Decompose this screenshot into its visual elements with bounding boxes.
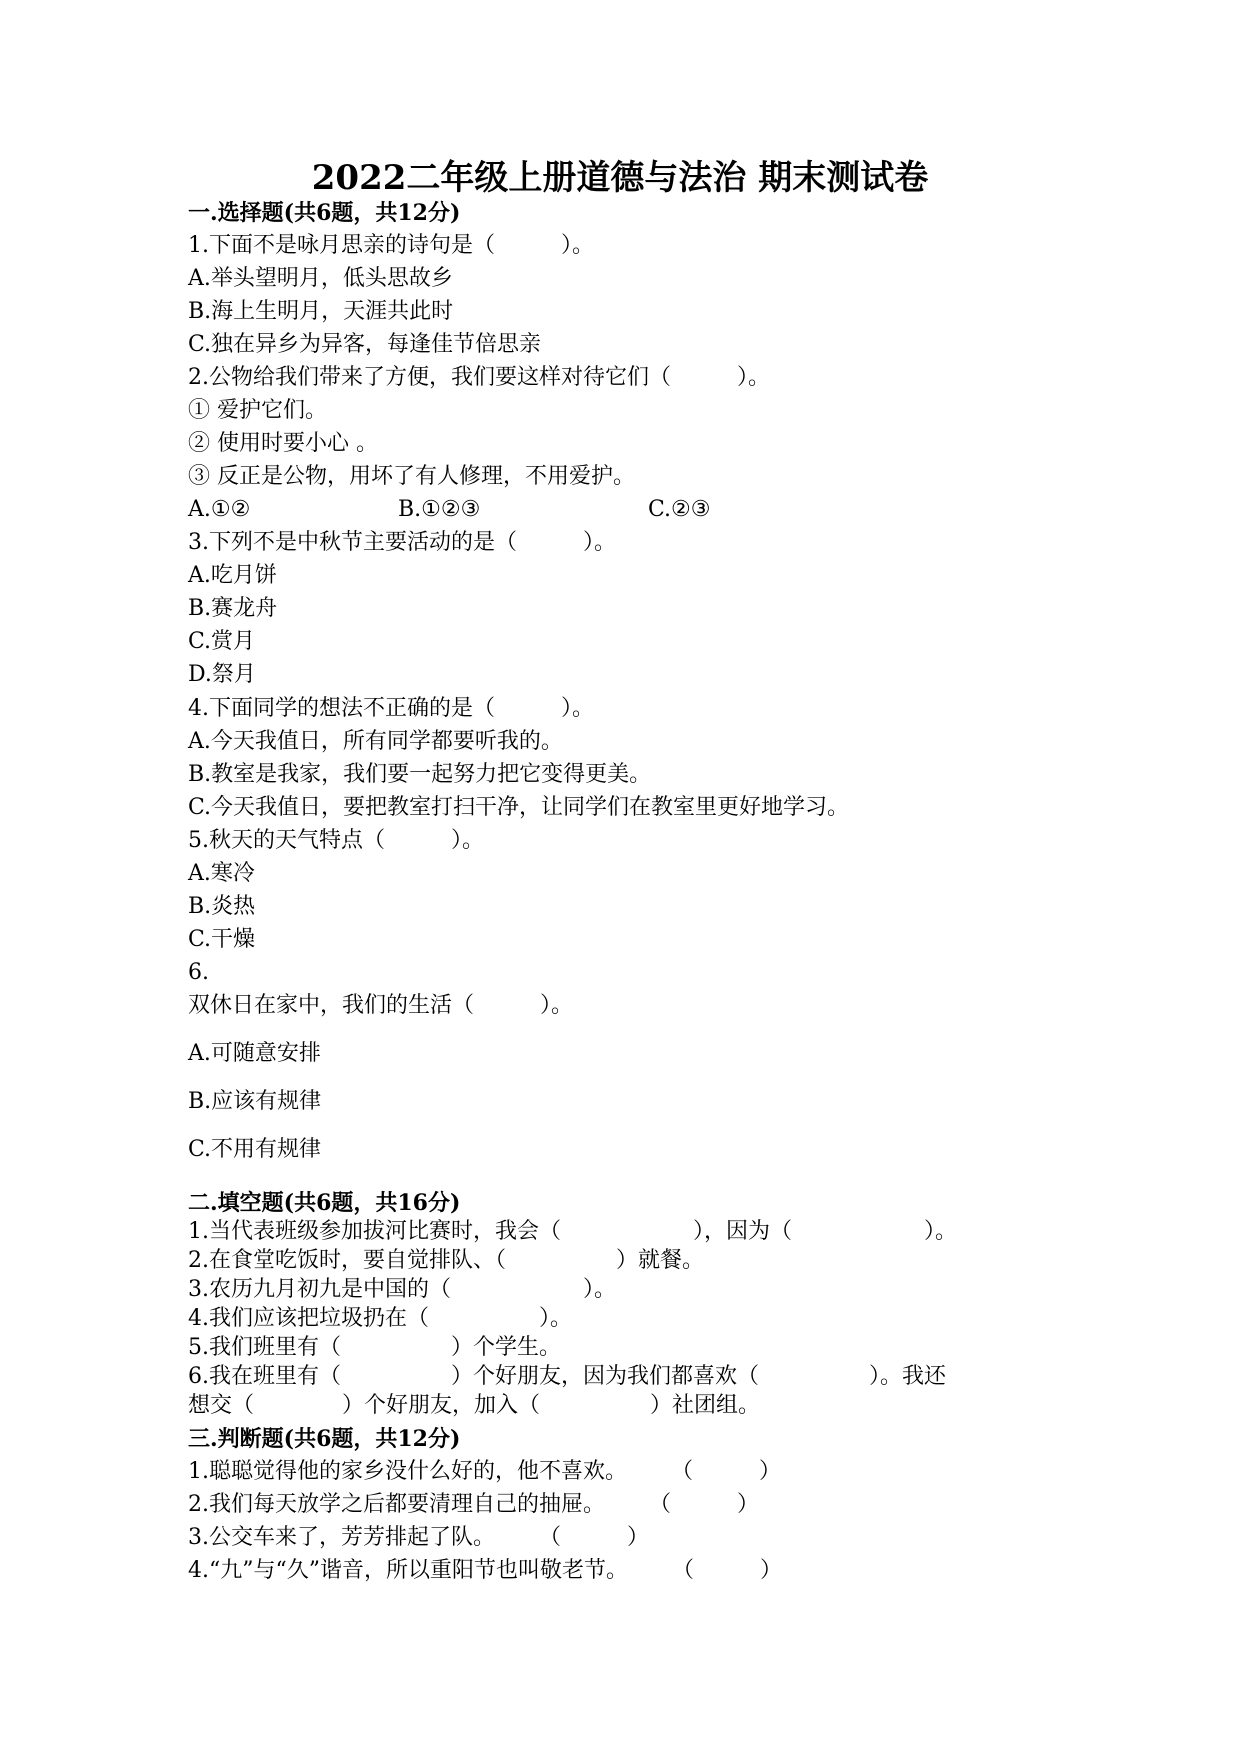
section-heading-choice: 一.选择题(共6题，共12分) [188,200,461,226]
option-text: B.赛龙舟 [188,596,278,621]
question-text: 3.下列不是中秋节主要活动的是（ ）。 [188,530,616,555]
statement-text: ③ 反正是公物，用坏了有人修理，不用爱护。 [188,464,635,489]
option-text: B.①②③ [398,497,481,522]
option-text: C.今天我值日，要把教室打扫干净，让同学们在教室里更好地学习。 [188,795,850,820]
fill-question: 2.在食堂吃饭时，要自觉排队、（ ）就餐。 [188,1248,704,1273]
statement-text: ② 使用时要小心 。 [188,431,378,456]
option-text: C.②③ [648,497,711,522]
option-text: A.可随意安排 [188,1041,321,1066]
section-heading-fill: 二.填空题(共6题，共16分) [188,1190,461,1216]
question-number: 6. [188,960,209,985]
option-text: A.①② [188,497,251,522]
page-title: 2022二年级上册道德与法治 期末测试卷 [311,158,929,198]
fill-question: 想交（ ）个好朋友，加入（ ）社团组。 [188,1393,761,1418]
option-text: C.独在异乡为异客，每逢佳节倍思亲 [188,332,542,357]
option-text: A.今天我值日，所有同学都要听我的。 [188,729,563,754]
fill-question: 5.我们班里有（ ）个学生。 [188,1335,561,1360]
fill-question: 4.我们应该把垃圾扔在（ ）。 [188,1306,572,1331]
judge-question: 4.“九”与“久”谐音，所以重阳节也叫敬老节。 （ ） [188,1558,782,1583]
section-heading-judge: 三.判断题(共6题，共12分) [188,1426,461,1452]
fill-question: 6.我在班里有（ ）个好朋友，因为我们都喜欢（ ）。我还 [188,1364,946,1389]
judge-question: 2.我们每天放学之后都要清理自己的抽屉。 （ ） [188,1492,759,1517]
option-text: C.赏月 [188,629,256,654]
judge-question: 1.聪聪觉得他的家乡没什么好的，他不喜欢。 （ ） [188,1459,781,1484]
question-text: 5.秋天的天气特点（ ）。 [188,828,484,853]
option-text: A.寒冷 [188,861,255,886]
option-text: D.祭月 [188,662,256,687]
option-text: B.教室是我家，我们要一起努力把它变得更美。 [188,762,652,787]
option-text: A.举头望明月，低头思故乡 [188,266,453,291]
fill-question: 1.当代表班级参加拔河比赛时，我会（ ），因为（ ）。 [188,1219,957,1244]
question-text: 2.公物给我们带来了方便，我们要这样对待它们（ ）。 [188,365,770,390]
option-text: B.应该有规律 [188,1089,322,1114]
statement-text: ① 爱护它们。 [188,398,327,423]
option-text: A.吃月饼 [188,563,277,588]
question-text: 4.下面同学的想法不正确的是（ ）。 [188,696,594,721]
option-text: B.炎热 [188,894,256,919]
option-text: B.海上生明月，天涯共此时 [188,299,454,324]
question-text: 1.下面不是咏月思亲的诗句是（ ）。 [188,233,594,258]
judge-question: 3.公交车来了，芳芳排起了队。 （ ） [188,1525,649,1550]
option-text: C.干燥 [188,927,256,952]
question-text: 双休日在家中，我们的生活（ ）。 [188,993,574,1018]
option-text: C.不用有规律 [188,1137,322,1162]
fill-question: 3.农历九月初九是中国的（ ）。 [188,1277,616,1302]
